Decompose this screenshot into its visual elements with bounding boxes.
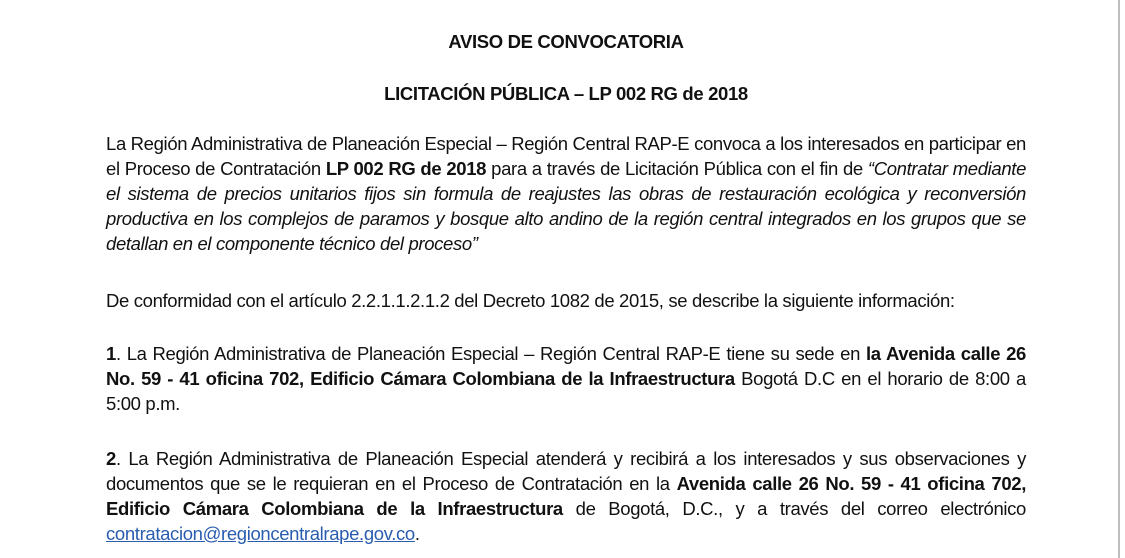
item-1-number: 1 bbox=[106, 343, 116, 364]
item-1-text-after: Bogotá D.C en el horario de 8:00 a 5:00 p.m. bbox=[106, 368, 1026, 414]
email-link[interactable]: contratacion@regioncentralrape.gov.co bbox=[106, 523, 415, 544]
document-title: AVISO DE CONVOCATORIA bbox=[448, 31, 684, 52]
item-2-address: Avenida calle 26 No. 59 - 41 oficina 702, Edificio Cámara Colombiana de la Infraestructura bbox=[106, 473, 1026, 519]
item-2-number: 2 bbox=[106, 448, 116, 469]
conformity-paragraph: De conformidad con el artículo 2.2.1.1.2.1.2 del Decreto 1082 de 2015, se describe la siguiente información: bbox=[106, 290, 955, 311]
item-2-text-middle: de Bogotá, D.C., y a través del correo electrónico bbox=[562, 498, 1026, 519]
document-subtitle: LICITACIÓN PÚBLICA – LP 002 RG de 2018 bbox=[384, 83, 748, 104]
item-1-address: la Avenida calle 26 No. 59 - 41 oficina 702, Edificio Cámara Colombiana de la Infraestructura bbox=[106, 343, 1026, 389]
process-code: LP 002 RG de 2018 bbox=[325, 158, 487, 179]
intro-text-middle: para a través de Licitación Pública con el fin de bbox=[486, 158, 868, 179]
item-1-text-before: . La Región Administrativa de Planeación Especial – Región Central RAP-E tiene su sede en bbox=[115, 343, 866, 364]
item-1-paragraph bbox=[106, 341, 1026, 416]
page-edge-divider bbox=[1118, 0, 1120, 558]
item-2-text-after: . bbox=[414, 523, 420, 544]
item-2-paragraph bbox=[106, 446, 1026, 546]
item-2-text-before: . La Región Administrativa de Planeación Especial atenderá y recibirá a los interesados y sus observaciones y documentos que se le requieran en el Proceso de Contratación en la bbox=[106, 448, 1026, 494]
contract-object-quote: “Contratar mediante el sistema de precios unitarios fijos sin formula de reajustes las obras de restauración ecológica y reconversión productiva en los complejos de paramos y bosque alto andino de la región central integrados en los grupos que se detallan en el componente técnico del proceso” bbox=[106, 158, 1027, 254]
intro-paragraph bbox=[106, 131, 1026, 256]
intro-text-before: La Región Administrativa de Planeación Especial – Región Central RAP-E convoca a los interesados en participar en el Proceso de Contratación bbox=[106, 133, 1026, 179]
